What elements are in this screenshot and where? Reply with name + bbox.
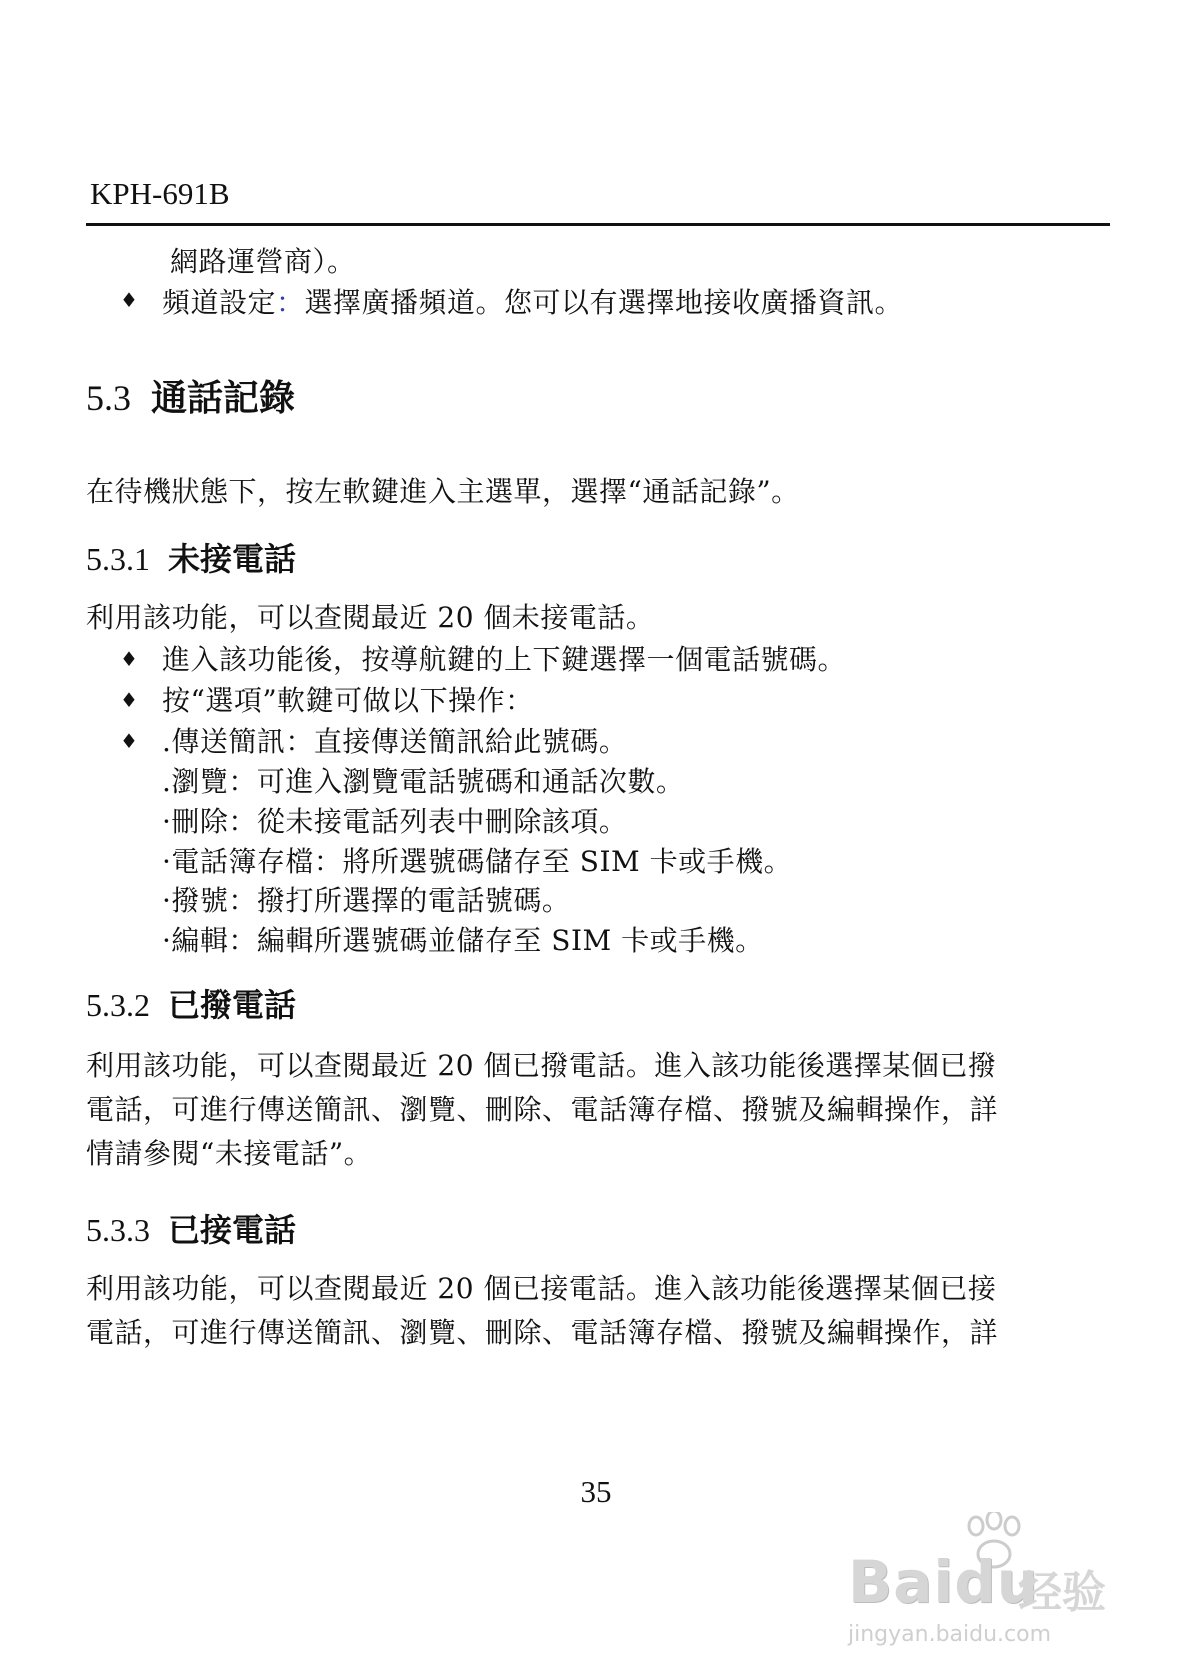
header-rule xyxy=(86,223,1110,226)
channel-settings-label: 頻道設定 xyxy=(162,286,277,319)
subsection-1-bullet: 進入該功能後，按導航鍵的上下鍵選擇一個電話號碼。 xyxy=(162,643,847,676)
continuation-line: 網路運營商）。 xyxy=(170,245,356,278)
subsection-2-title: 已撥電話 xyxy=(168,986,297,1024)
option-item: ·電話簿存檔：將所選號碼儲存至 SIM 卡或手機。 xyxy=(162,845,793,878)
bullet-diamond-icon: ♦ xyxy=(120,688,138,712)
bullet-diamond-icon: ♦ xyxy=(120,288,138,312)
section-title: 通話記錄 xyxy=(151,378,296,419)
subsection-1-heading xyxy=(86,534,296,580)
bullet-diamond-icon: ♦ xyxy=(120,647,138,671)
subsection-3-heading xyxy=(86,1205,296,1251)
subsection-2-heading xyxy=(86,980,296,1026)
subsection-3-line: 電話，可進行傳送簡訊、瀏覽、刪除、電話簿存檔、撥號及編輯操作，詳 xyxy=(86,1316,999,1349)
document-model-header: KPH-691B xyxy=(90,176,230,211)
subsection-1-bullet: 按“選項”軟鍵可做以下操作： xyxy=(162,684,534,717)
option-item: ·刪除：從未接電話列表中刪除該項。 xyxy=(162,805,628,838)
subsection-2-line: 情請參閱“未接電話”。 xyxy=(86,1137,373,1170)
channel-settings-text: 選擇廣播頻道。您可以有選擇地接收廣播資訊。 xyxy=(304,286,904,319)
option-item: ·撥號：撥打所選擇的電話號碼。 xyxy=(162,884,571,917)
section-intro: 在待機狀態下，按左軟鍵進入主選單，選擇“通話記錄”。 xyxy=(86,475,800,508)
section-number: 5.3 xyxy=(86,378,131,418)
subsection-1-title: 未接電話 xyxy=(168,540,297,578)
subsection-3-line: 利用該功能，可以查閱最近 20 個已接電話。進入該功能後選擇某個已接 xyxy=(86,1272,997,1305)
page-number: 35 xyxy=(580,1474,612,1509)
section-heading xyxy=(86,370,295,421)
watermark-logo-text: Baidu xyxy=(848,1548,1040,1616)
subsection-3-number: 5.3.3 xyxy=(86,1212,150,1248)
subsection-2-number: 5.3.2 xyxy=(86,987,150,1023)
subsection-1-bullet: .傳送簡訊：直接傳送簡訊給此號碼。 xyxy=(162,725,628,758)
channel-settings-colon: ： xyxy=(276,286,305,319)
watermark-product: 经验 xyxy=(1018,1567,1106,1618)
option-item: .瀏覽：可進入瀏覽電話號碼和通話次數。 xyxy=(162,765,685,798)
subsection-2-line: 利用該功能，可以查閱最近 20 個已撥電話。進入該功能後選擇某個已撥 xyxy=(86,1049,997,1082)
subsection-3-title: 已接電話 xyxy=(168,1211,297,1249)
watermark-url: jingyan.baidu.com xyxy=(848,1622,1052,1647)
subsection-2-line: 電話，可進行傳送簡訊、瀏覽、刪除、電話簿存檔、撥號及編輯操作，詳 xyxy=(86,1093,999,1126)
bullet-diamond-icon: ♦ xyxy=(120,729,138,753)
subsection-1-number: 5.3.1 xyxy=(86,541,150,577)
baidu-jingyan-watermark xyxy=(848,1512,1148,1652)
channel-settings-bullet xyxy=(162,281,903,321)
subsection-1-lead: 利用該功能，可以查閱最近 20 個未接電話。 xyxy=(86,601,655,634)
option-item: ·編輯：編輯所選號碼並儲存至 SIM 卡或手機。 xyxy=(162,924,764,957)
